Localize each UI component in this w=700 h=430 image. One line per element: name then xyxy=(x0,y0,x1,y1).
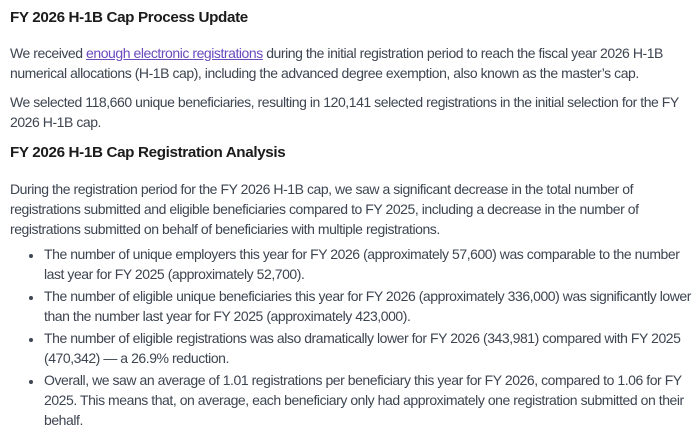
list-item: • The number of eligible unique beneficiaries this year for FY 2026 (approximately 336,000) was significantly lower than the number last year for FY 2025 (approximately 423,000). xyxy=(43,286,692,326)
selection-summary-paragraph: We selected 118,660 unique beneficiaries, resulting in 120,141 selected registrations in the initial selection for the FY 2026 H-1B cap. xyxy=(10,94,679,130)
intro-paragraph xyxy=(10,43,692,83)
analysis-intro-paragraph: During the registration period for the FY 2026 H-1B cap, we saw a significant decrease in the total number of registrations submitted and eligible beneficiaries compared to FY 2025, including a decrease in the number of registrations submitted on behalf of beneficiaries with multiple registrations. xyxy=(10,181,639,237)
electronic-registrations-link[interactable]: enough electronic registrations xyxy=(86,45,263,61)
intro-text-before-link: We received xyxy=(10,45,87,61)
list-item: • Overall, we saw an average of 1.01 registrations per beneficiary this year for FY 2026, compared to 1.06 for FY 2025. This means that, on average, each beneficiary only had approximately one registration submitted on their behalf. xyxy=(43,370,692,430)
list-item: • The number of eligible registrations was also dramatically lower for FY 2026 (343,981) compared with FY 2025 (470,342) — a 26.9% reduction. xyxy=(43,328,692,368)
process-update-heading: FY 2026 H-1B Cap Process Update xyxy=(10,9,248,26)
list-item: • The number of unique employers this year for FY 2026 (approximately 57,600) was comparable to the number last year for FY 2025 (approximately 52,700). xyxy=(43,244,692,284)
registration-analysis-heading: FY 2026 H-1B Cap Registration Analysis xyxy=(10,144,286,161)
intro-text-after-link: during the initial registration period to reach the fiscal year 2026 H-1B numerical allocations (H-1B cap), including the advanced degree exemption, also known as the master’s cap. xyxy=(10,45,663,81)
analysis-bullet-list xyxy=(10,244,692,430)
